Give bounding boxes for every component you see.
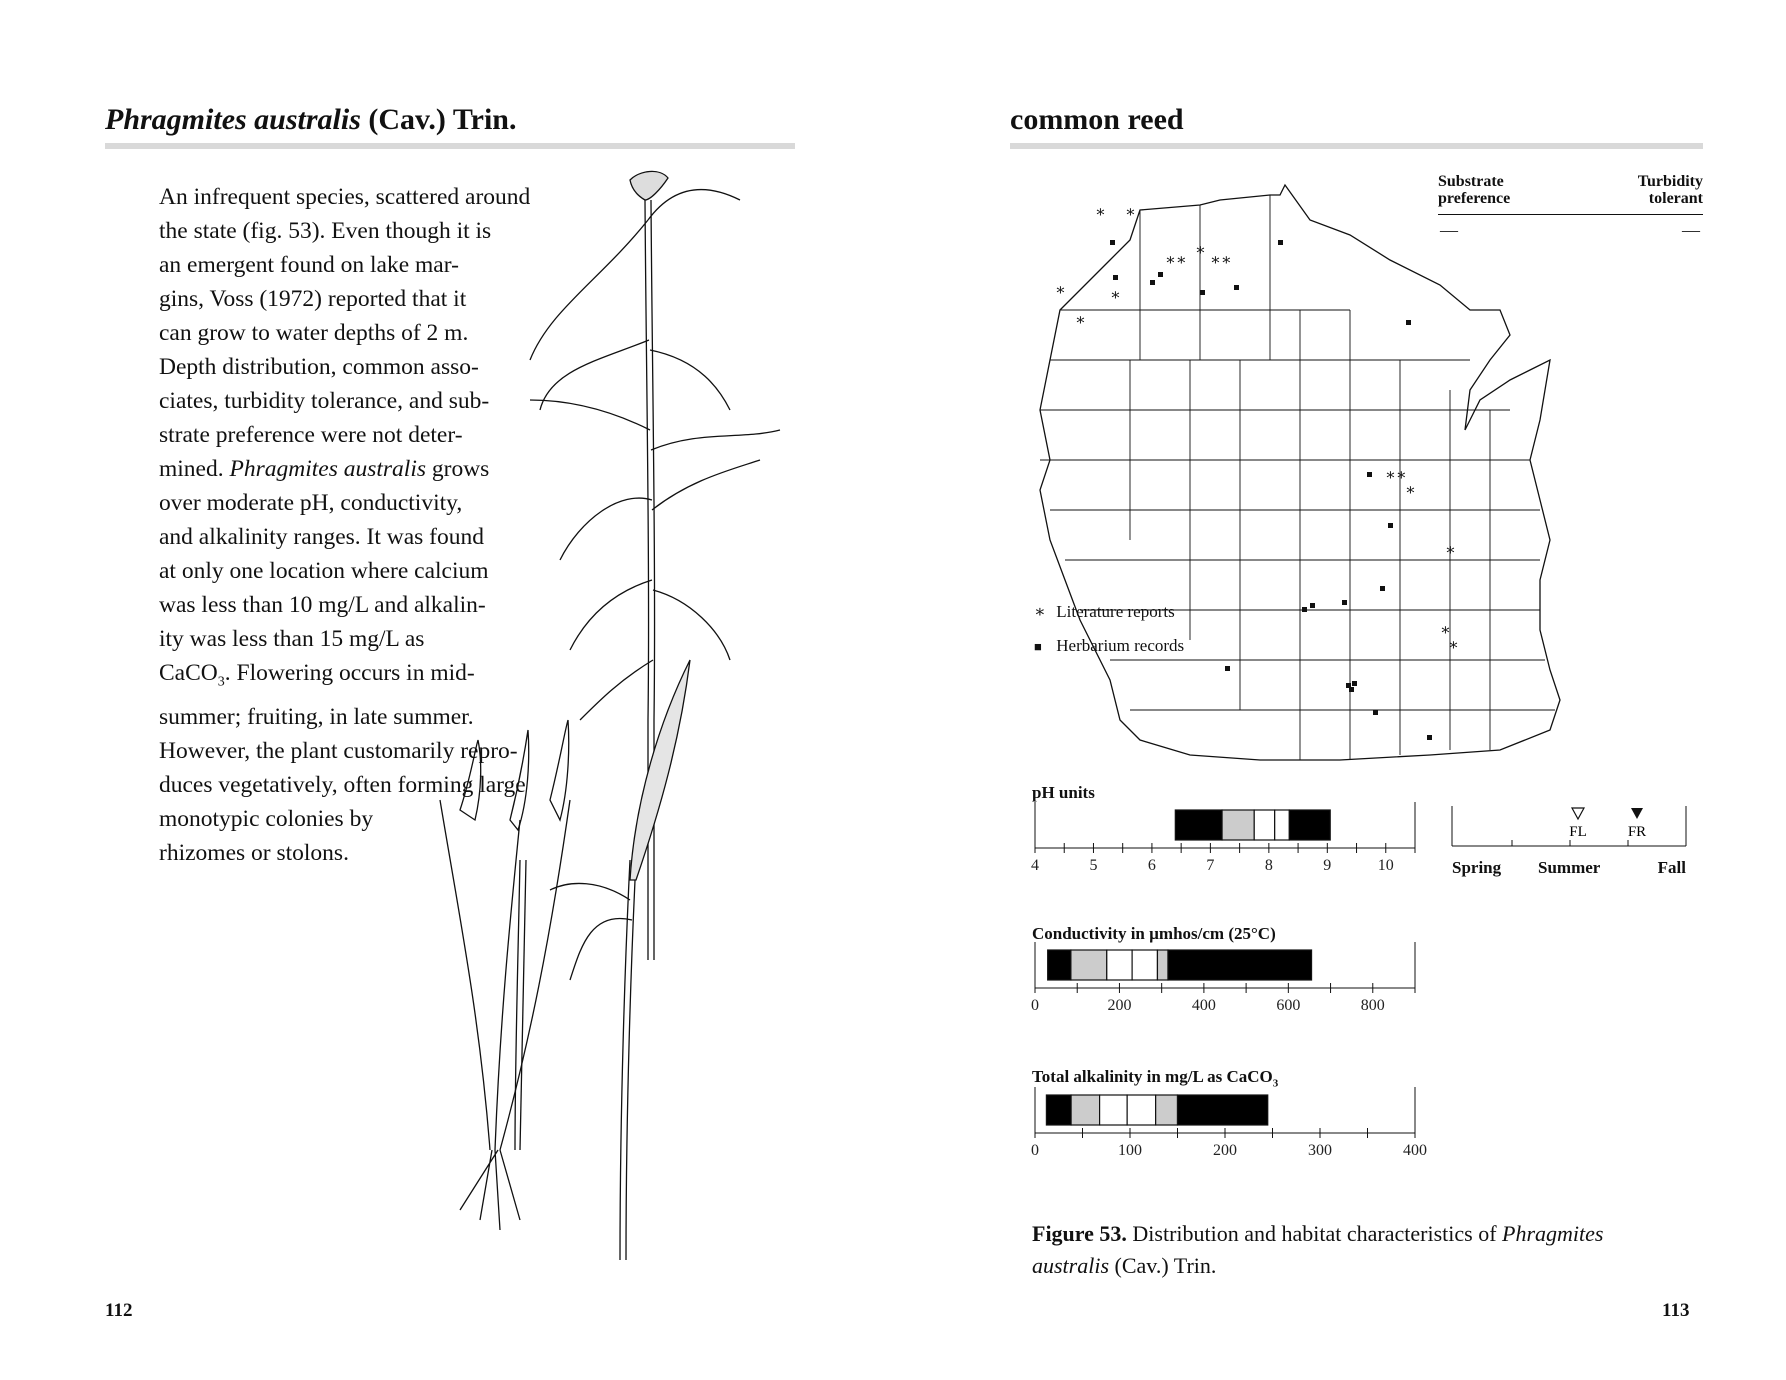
x-tick-label: 7 bbox=[1206, 857, 1215, 874]
distribution-map bbox=[1055, 160, 1670, 760]
top-panicle bbox=[630, 171, 668, 200]
range-segment bbox=[1157, 950, 1168, 980]
substrate-value: — bbox=[1440, 220, 1458, 240]
body-line: monotypic colonies by bbox=[159, 805, 374, 832]
literature-symbol: ∗ bbox=[1034, 602, 1046, 621]
season-spring: Spring bbox=[1452, 858, 1502, 877]
body-line: Depth distribution, common asso- bbox=[159, 354, 479, 380]
herbarium-symbol: ■ bbox=[1034, 639, 1042, 654]
body-line: and alkalinity ranges. It was found bbox=[159, 524, 484, 550]
x-tick-label: 0 bbox=[1031, 1142, 1039, 1159]
x-tick-label: 100 bbox=[1118, 1142, 1142, 1159]
alkalinity-title-sub: 3 bbox=[1272, 1077, 1279, 1090]
body-line: at only one location where calcium bbox=[159, 558, 489, 584]
right-header-rule bbox=[1010, 143, 1703, 149]
stem-leaf bbox=[648, 190, 740, 220]
common-name-title: common reed bbox=[1010, 103, 1184, 136]
x-tick-label: 400 bbox=[1403, 1142, 1427, 1159]
body-line-end: . Flowering occurs in mid- bbox=[224, 660, 475, 686]
range-segment bbox=[1156, 1095, 1178, 1125]
x-tick-label: 0 bbox=[1031, 997, 1039, 1014]
herbarium-marker bbox=[1406, 320, 1411, 325]
plant-illustration bbox=[400, 160, 800, 1310]
literature-marker: ∗ bbox=[1055, 282, 1066, 299]
x-tick-label: 400 bbox=[1191, 997, 1216, 1014]
caco3-subscript: 3 bbox=[217, 674, 225, 690]
body-line: summer; fruiting, in late summer. bbox=[159, 703, 474, 730]
herbarium-marker bbox=[1302, 607, 1307, 612]
herbarium-marker bbox=[1200, 290, 1205, 295]
literature-marker: ∗ bbox=[1075, 312, 1086, 329]
literature-marker: ∗∗ bbox=[1210, 252, 1232, 269]
range-segment bbox=[1127, 1095, 1156, 1125]
left-header-rule bbox=[105, 143, 795, 149]
herbarium-marker bbox=[1349, 687, 1354, 692]
literature-marker: ∗ bbox=[1110, 287, 1121, 304]
range-segment bbox=[1168, 950, 1312, 980]
body-line: was less than 10 mg/L and alkalin- bbox=[159, 592, 486, 618]
turbidity-heading-line1: Turbidity bbox=[1637, 173, 1703, 190]
body-italic-species: Phragmites australis bbox=[229, 456, 427, 482]
literature-label: Literature reports bbox=[1056, 602, 1175, 621]
herbarium-marker bbox=[1150, 280, 1155, 285]
herbarium-marker bbox=[1310, 603, 1315, 608]
legend-herbarium bbox=[1034, 636, 1184, 656]
conductivity-range-chart bbox=[1020, 940, 1440, 1020]
species-authority: (Cav.) Trin. bbox=[360, 103, 517, 136]
map-legend bbox=[1034, 602, 1184, 656]
range-segment bbox=[1254, 810, 1274, 840]
herbarium-marker bbox=[1373, 710, 1378, 715]
body-line: ity was less than 15 mg/L as bbox=[159, 626, 425, 652]
x-tick-label: 200 bbox=[1213, 1142, 1237, 1159]
substrate-heading-line1: Substrate bbox=[1438, 173, 1504, 190]
species-title bbox=[105, 103, 516, 137]
body-line: over moderate pH, conductivity, bbox=[159, 490, 463, 516]
ph-chart-title: pH units bbox=[1032, 783, 1095, 802]
body-line-start: mined. bbox=[159, 456, 230, 482]
literature-marker: ∗∗ bbox=[1385, 467, 1407, 484]
flowering-marker-icon bbox=[1572, 808, 1584, 819]
legend-literature bbox=[1034, 602, 1184, 622]
x-tick-label: 200 bbox=[1107, 997, 1132, 1014]
herbarium-marker bbox=[1113, 275, 1118, 280]
body-line: can grow to water depths of 2 m. bbox=[159, 320, 469, 346]
range-segment bbox=[1289, 810, 1330, 840]
alkalinity-title-text: Total alkalinity in mg/L as CaCO bbox=[1032, 1067, 1273, 1086]
literature-marker: ∗ bbox=[1095, 204, 1106, 221]
herbarium-marker bbox=[1278, 240, 1283, 245]
fruiting-label: FR bbox=[1627, 824, 1647, 840]
herbarium-marker bbox=[1427, 735, 1432, 740]
left-clump bbox=[440, 800, 490, 1150]
herbarium-marker bbox=[1110, 240, 1115, 245]
range-segment bbox=[1222, 810, 1254, 840]
flowering-label: FL bbox=[1569, 824, 1587, 840]
body-line: duces vegetatively, often forming large bbox=[159, 771, 526, 798]
figure-caption bbox=[1032, 1218, 1682, 1282]
herbarium-marker bbox=[1234, 285, 1239, 290]
x-tick-label: 5 bbox=[1089, 857, 1098, 874]
conductivity-chart-title: Conductivity in µmhos/cm (25°C) bbox=[1032, 924, 1276, 943]
literature-marker: ∗ bbox=[1405, 482, 1416, 499]
range-segment bbox=[1071, 950, 1107, 980]
ph-range-chart bbox=[1020, 800, 1440, 880]
body-line: An infrequent species, scattered around bbox=[159, 184, 531, 210]
x-tick-label: 8 bbox=[1264, 857, 1273, 874]
literature-marker: ∗ bbox=[1125, 204, 1136, 221]
fruiting-marker-icon bbox=[1631, 808, 1643, 819]
turbidity-heading-line2: tolerant bbox=[1648, 190, 1703, 207]
literature-marker: ∗ bbox=[1448, 637, 1459, 654]
x-tick-label: 4 bbox=[1031, 857, 1039, 874]
literature-marker: ∗ bbox=[1195, 242, 1206, 259]
body-line: an emergent found on lake mar- bbox=[159, 252, 459, 278]
x-tick-label: 9 bbox=[1323, 857, 1332, 874]
caco3-text: CaCO bbox=[159, 660, 218, 686]
literature-marker: ∗ bbox=[1445, 542, 1456, 559]
range-segment bbox=[1107, 950, 1132, 980]
x-tick-label: 600 bbox=[1276, 997, 1301, 1014]
herbarium-marker bbox=[1225, 666, 1230, 671]
x-tick-label: 300 bbox=[1308, 1142, 1332, 1159]
range-segment bbox=[1275, 810, 1290, 840]
literature-marker: ∗∗ bbox=[1165, 252, 1187, 269]
species-name-italic: Phragmites australis bbox=[105, 103, 361, 136]
caption-label: Figure 53. bbox=[1032, 1221, 1127, 1246]
range-segment bbox=[1175, 810, 1222, 840]
body-line: the state (fig. 53). Even though it is bbox=[159, 218, 492, 244]
herbarium-marker bbox=[1380, 586, 1385, 591]
caption-genus: Phragmites bbox=[1502, 1221, 1604, 1246]
caption-species: australis bbox=[1032, 1253, 1110, 1278]
herbarium-marker bbox=[1342, 600, 1347, 605]
body-line: rhizomes or stolons. bbox=[159, 839, 349, 866]
season-fall: Fall bbox=[1657, 858, 1686, 877]
herbarium-marker bbox=[1388, 523, 1393, 528]
range-segment bbox=[1178, 1095, 1268, 1125]
herbarium-label: Herbarium records bbox=[1056, 636, 1185, 655]
range-segment bbox=[1071, 1095, 1100, 1125]
caption-authority: (Cav.) Trin. bbox=[1109, 1253, 1217, 1278]
range-segment bbox=[1046, 1095, 1071, 1125]
season-summer: Summer bbox=[1538, 858, 1601, 877]
x-tick-label: 800 bbox=[1360, 997, 1385, 1014]
range-segment bbox=[1100, 1095, 1128, 1125]
right-page-number: 113 bbox=[1662, 1300, 1690, 1321]
alkalinity-range-chart bbox=[1020, 1085, 1440, 1165]
body-line: However, the plant customarily repro- bbox=[159, 737, 518, 764]
caption-text: Distribution and habitat characteristics of bbox=[1126, 1221, 1503, 1246]
turbidity-value: — bbox=[1682, 220, 1700, 240]
substrate-heading-line2: preference bbox=[1438, 190, 1511, 207]
body-line: ciates, turbidity tolerance, and sub- bbox=[159, 388, 490, 414]
herbarium-marker bbox=[1367, 472, 1372, 477]
body-line: strate preference were not deter- bbox=[159, 422, 463, 448]
range-segment bbox=[1048, 950, 1071, 980]
x-tick-label: 10 bbox=[1377, 857, 1394, 874]
literature-marker: ∗ bbox=[1440, 622, 1451, 639]
body-line-end: grows bbox=[426, 456, 490, 482]
herbarium-marker bbox=[1158, 272, 1163, 277]
herbarium-marker bbox=[1352, 681, 1357, 686]
x-tick-label: 6 bbox=[1147, 857, 1156, 874]
range-segment bbox=[1132, 950, 1157, 980]
left-page-number: 112 bbox=[105, 1300, 133, 1321]
body-line: gins, Voss (1972) reported that it bbox=[159, 286, 467, 312]
